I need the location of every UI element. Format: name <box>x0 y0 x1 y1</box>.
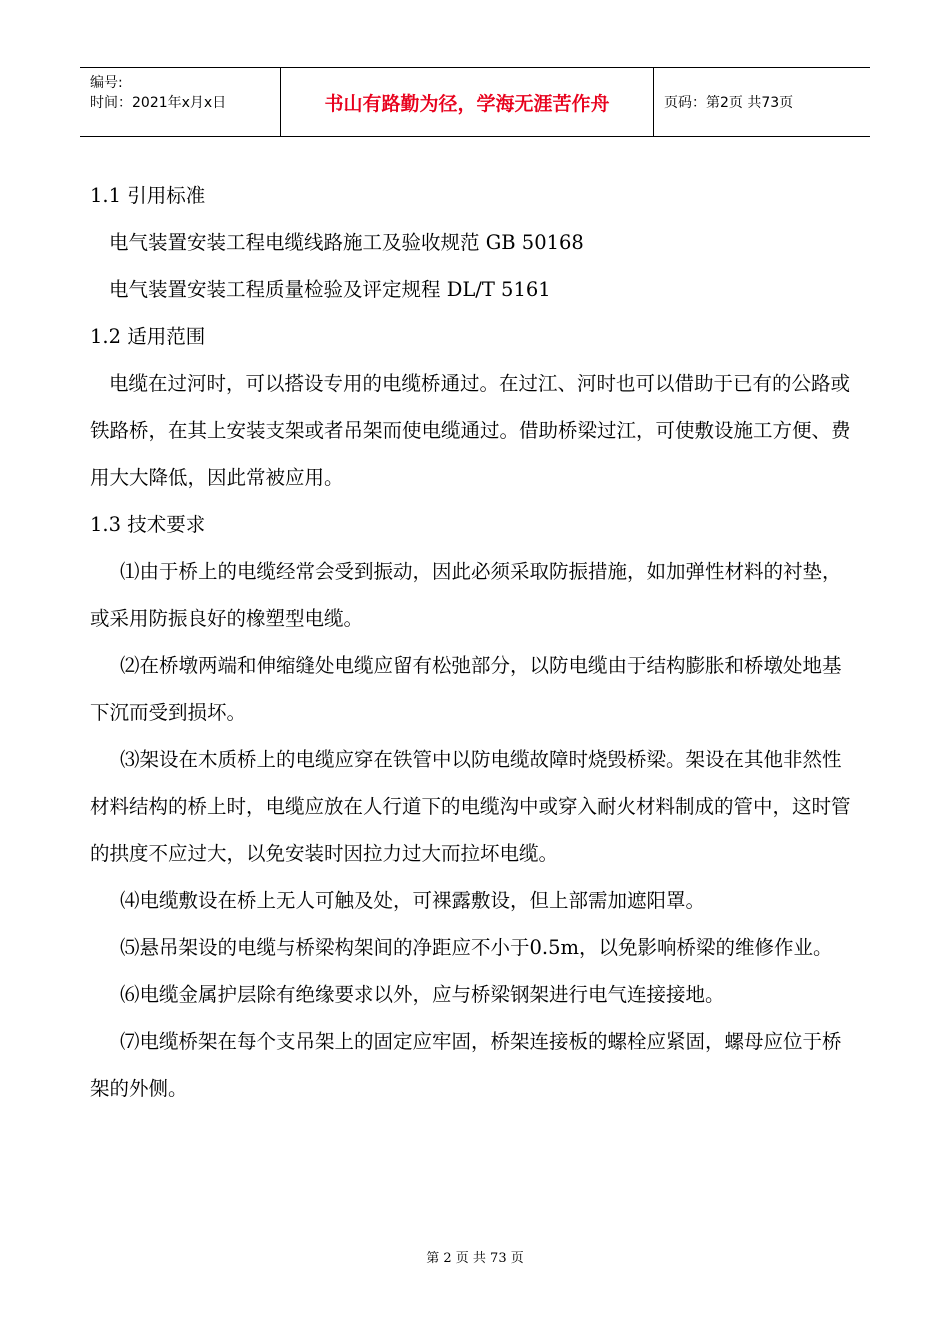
requirement-item-4: ⑷电缆敷设在桥上无人可触及处，可裸露敷设，但上部需加遮阳罩。 <box>120 889 706 912</box>
header-motto: 书山有路勤为径，学海无涯苦作舟 <box>281 68 654 136</box>
section-heading-1-1: 1.1 引用标准 <box>90 184 206 207</box>
requirement-item-6: ⑹电缆金属护层除有绝缘要求以外，应与桥梁钢架进行电气连接接地。 <box>120 983 725 1006</box>
requirement-item-7: ⑺电缆桥架在每个支吊架上的固定应牢固，桥架连接板的螺栓应紧固，螺母应位于桥架的外侧。 <box>90 1030 842 1100</box>
document-number-label: 编号: <box>90 75 123 91</box>
section-heading-1-2: 1.2 适用范围 <box>90 325 206 348</box>
document-time-label: 时间：2021年x月x日 <box>90 95 227 111</box>
standard-line-1: 电气装置安装工程电缆线路施工及验收规范 GB 50168 <box>109 231 584 254</box>
header-meta <box>80 68 281 136</box>
requirement-item-1: ⑴由于桥上的电缆经常会受到振动，因此必须采取防振措施，如加弹性材料的衬垫，或采用防振良好的橡塑型电缆。 <box>90 560 842 630</box>
standard-line-2: 电气装置安装工程质量检验及评定规程 DL/T 5161 <box>109 278 551 301</box>
requirement-item-5: ⑸悬吊架设的电缆与桥梁构架间的净距应不小于0.5m，以免影响桥梁的维修作业。 <box>120 936 833 959</box>
scope-paragraph: 电缆在过河时，可以搭设专用的电缆桥通过。在过江、河时也可以借助于已有的公路或铁路桥，在其上安装支架或者吊架而使电缆通过。借助桥梁过江，可使敷设施工方便、费用大大降低，因此常被应用。 <box>90 372 851 489</box>
requirement-item-2: ⑵在桥墩两端和伸缩缝处电缆应留有松弛部分，以防电缆由于结构膨胀和桥墩处地基下沉而受到损坏。 <box>90 654 842 724</box>
document-body <box>90 172 860 1112</box>
page-header <box>80 67 870 137</box>
section-heading-1-3: 1.3 技术要求 <box>90 513 206 536</box>
page-footer: 第 2 页 共 73 页 <box>426 1251 524 1266</box>
header-page-info: 页码：第2页 共73页 <box>664 95 794 111</box>
requirement-item-3: ⑶架设在木质桥上的电缆应穿在铁管中以防电缆故障时烧毁桥梁。架设在其他非然性材料结构的桥上时，电缆应放在人行道下的电缆沟中或穿入耐火材料制成的管中，这时管的拱度不应过大，以免安装时因拉力过大而拉坏电缆。 <box>90 748 851 865</box>
